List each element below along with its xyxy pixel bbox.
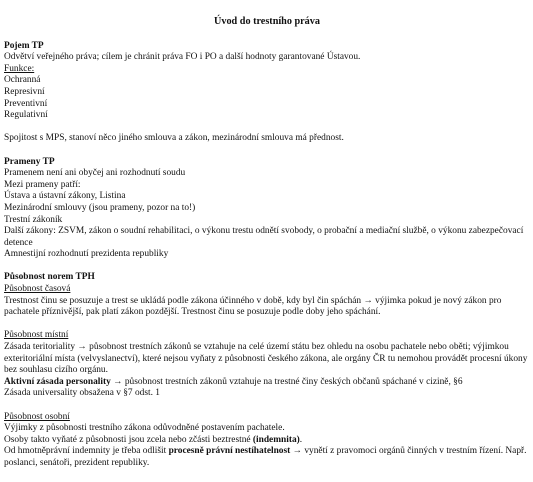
section-heading-prameny: Prameny TP xyxy=(4,156,55,167)
section-heading-pojem: Pojem TP xyxy=(4,40,44,51)
funkce-item: Represivní xyxy=(4,86,45,97)
osobni-line1: Výjimky z působnosti trestního zákona odůvodněné postavením pachatele. xyxy=(4,423,285,434)
prameny-line: Trestní zákoník xyxy=(4,214,63,225)
prameny-line: Pramenem není ani obyčej ani rozhodnutí soudu xyxy=(4,168,186,179)
section-heading-pusobnost: Působnost norem TPH xyxy=(4,272,95,283)
teritoriality-text: Zásada teritoriality → působnost trestních zákonů se vztahuje na celé území státu bez ohledu na osobu pachatele nebo oběti; výjimkou exteritoriální místa (velvyslanectví), které nejsou vyňaty z působnosti českého zákona, ale orgány ČR tu nemohou provádět procesní úkony bez souhlasu cizího orgánu. xyxy=(4,342,528,376)
osobni-label: Působnost osobní xyxy=(4,411,70,422)
osobni-line2-pre: Osoby takto vyňaté z působnosti jsou zcela nebo zčásti beztrestné xyxy=(4,434,253,445)
osobni-line3-pre: Od hmotněprávní indemnity je třeba odlišit xyxy=(4,446,169,457)
universality-text: Zásada universality obsažena v §7 odst. 1 xyxy=(4,388,160,399)
prameny-line: Mezinárodní smlouvy (jsou prameny, pozor na to!) xyxy=(4,202,196,213)
funkce-label: Funkce: xyxy=(4,63,35,74)
nestihatelnost-bold: procesně právní nestíhatelnost xyxy=(168,446,291,457)
osobni-line3 xyxy=(4,446,530,469)
casova-text: Trestnost činu se posuzuje a trest se ukládá podle zákona účinného v době, kdy byl čin spáchán → výjimka pokud je nový zákon pro pachatele příznivější, pak platí zákon pozdější. Trestnost činu se posuzuje podle doby jeho spáchání. xyxy=(4,295,502,318)
personality-rest: → působnost trestních zákonů vztahuje na trestné činy českých občanů spáchané v cizině, §6 xyxy=(110,376,463,387)
amnestie-text: Amnestijní rozhodnutí prezidenta republiky xyxy=(4,249,169,260)
casova-label: Působnost časová xyxy=(4,284,71,295)
funkce-item: Preventivní xyxy=(4,98,48,109)
dalsi-zakony-text: Další zákony: ZSVM, zákon o soudní rehabilitaci, o výkonu trestu odnětí svobody, o probační a mediační službě, o výkonu zabezpečovací detence xyxy=(4,226,524,248)
personality-text xyxy=(4,377,530,389)
prameny-line: Ústava a ústavní zákony, Listina xyxy=(4,191,126,202)
osobni-line2 xyxy=(4,435,530,447)
funkce-item: Ochranná xyxy=(4,75,41,86)
pojem-definition: Odvětví veřejného práva; cílem je chránit práva FO i PO a další hodnoty garantované Ústavou. xyxy=(4,52,361,63)
document-title: Úvod do trestního práva xyxy=(214,16,320,27)
spojitost-text: Spojitost s MPS, stanoví něco jiného smlouva a zákon, mezinárodní smlouva má přednost. xyxy=(4,133,344,144)
prameny-line: Mezi prameny patří: xyxy=(4,179,81,190)
personality-bold: Aktivní zásada personality xyxy=(4,376,111,387)
mistni-label: Působnost místní xyxy=(4,330,69,341)
osobni-line3-post: → vynětí z pravomoci orgánů činných v trestním řízení. Např. poslanci, senátoři, prezident republiky. xyxy=(4,446,527,468)
osobni-line2-post: . xyxy=(299,434,303,445)
funkce-item: Regulativní xyxy=(4,110,48,121)
indemnita-bold: (indemnita) xyxy=(252,434,300,445)
document-page xyxy=(4,16,530,470)
